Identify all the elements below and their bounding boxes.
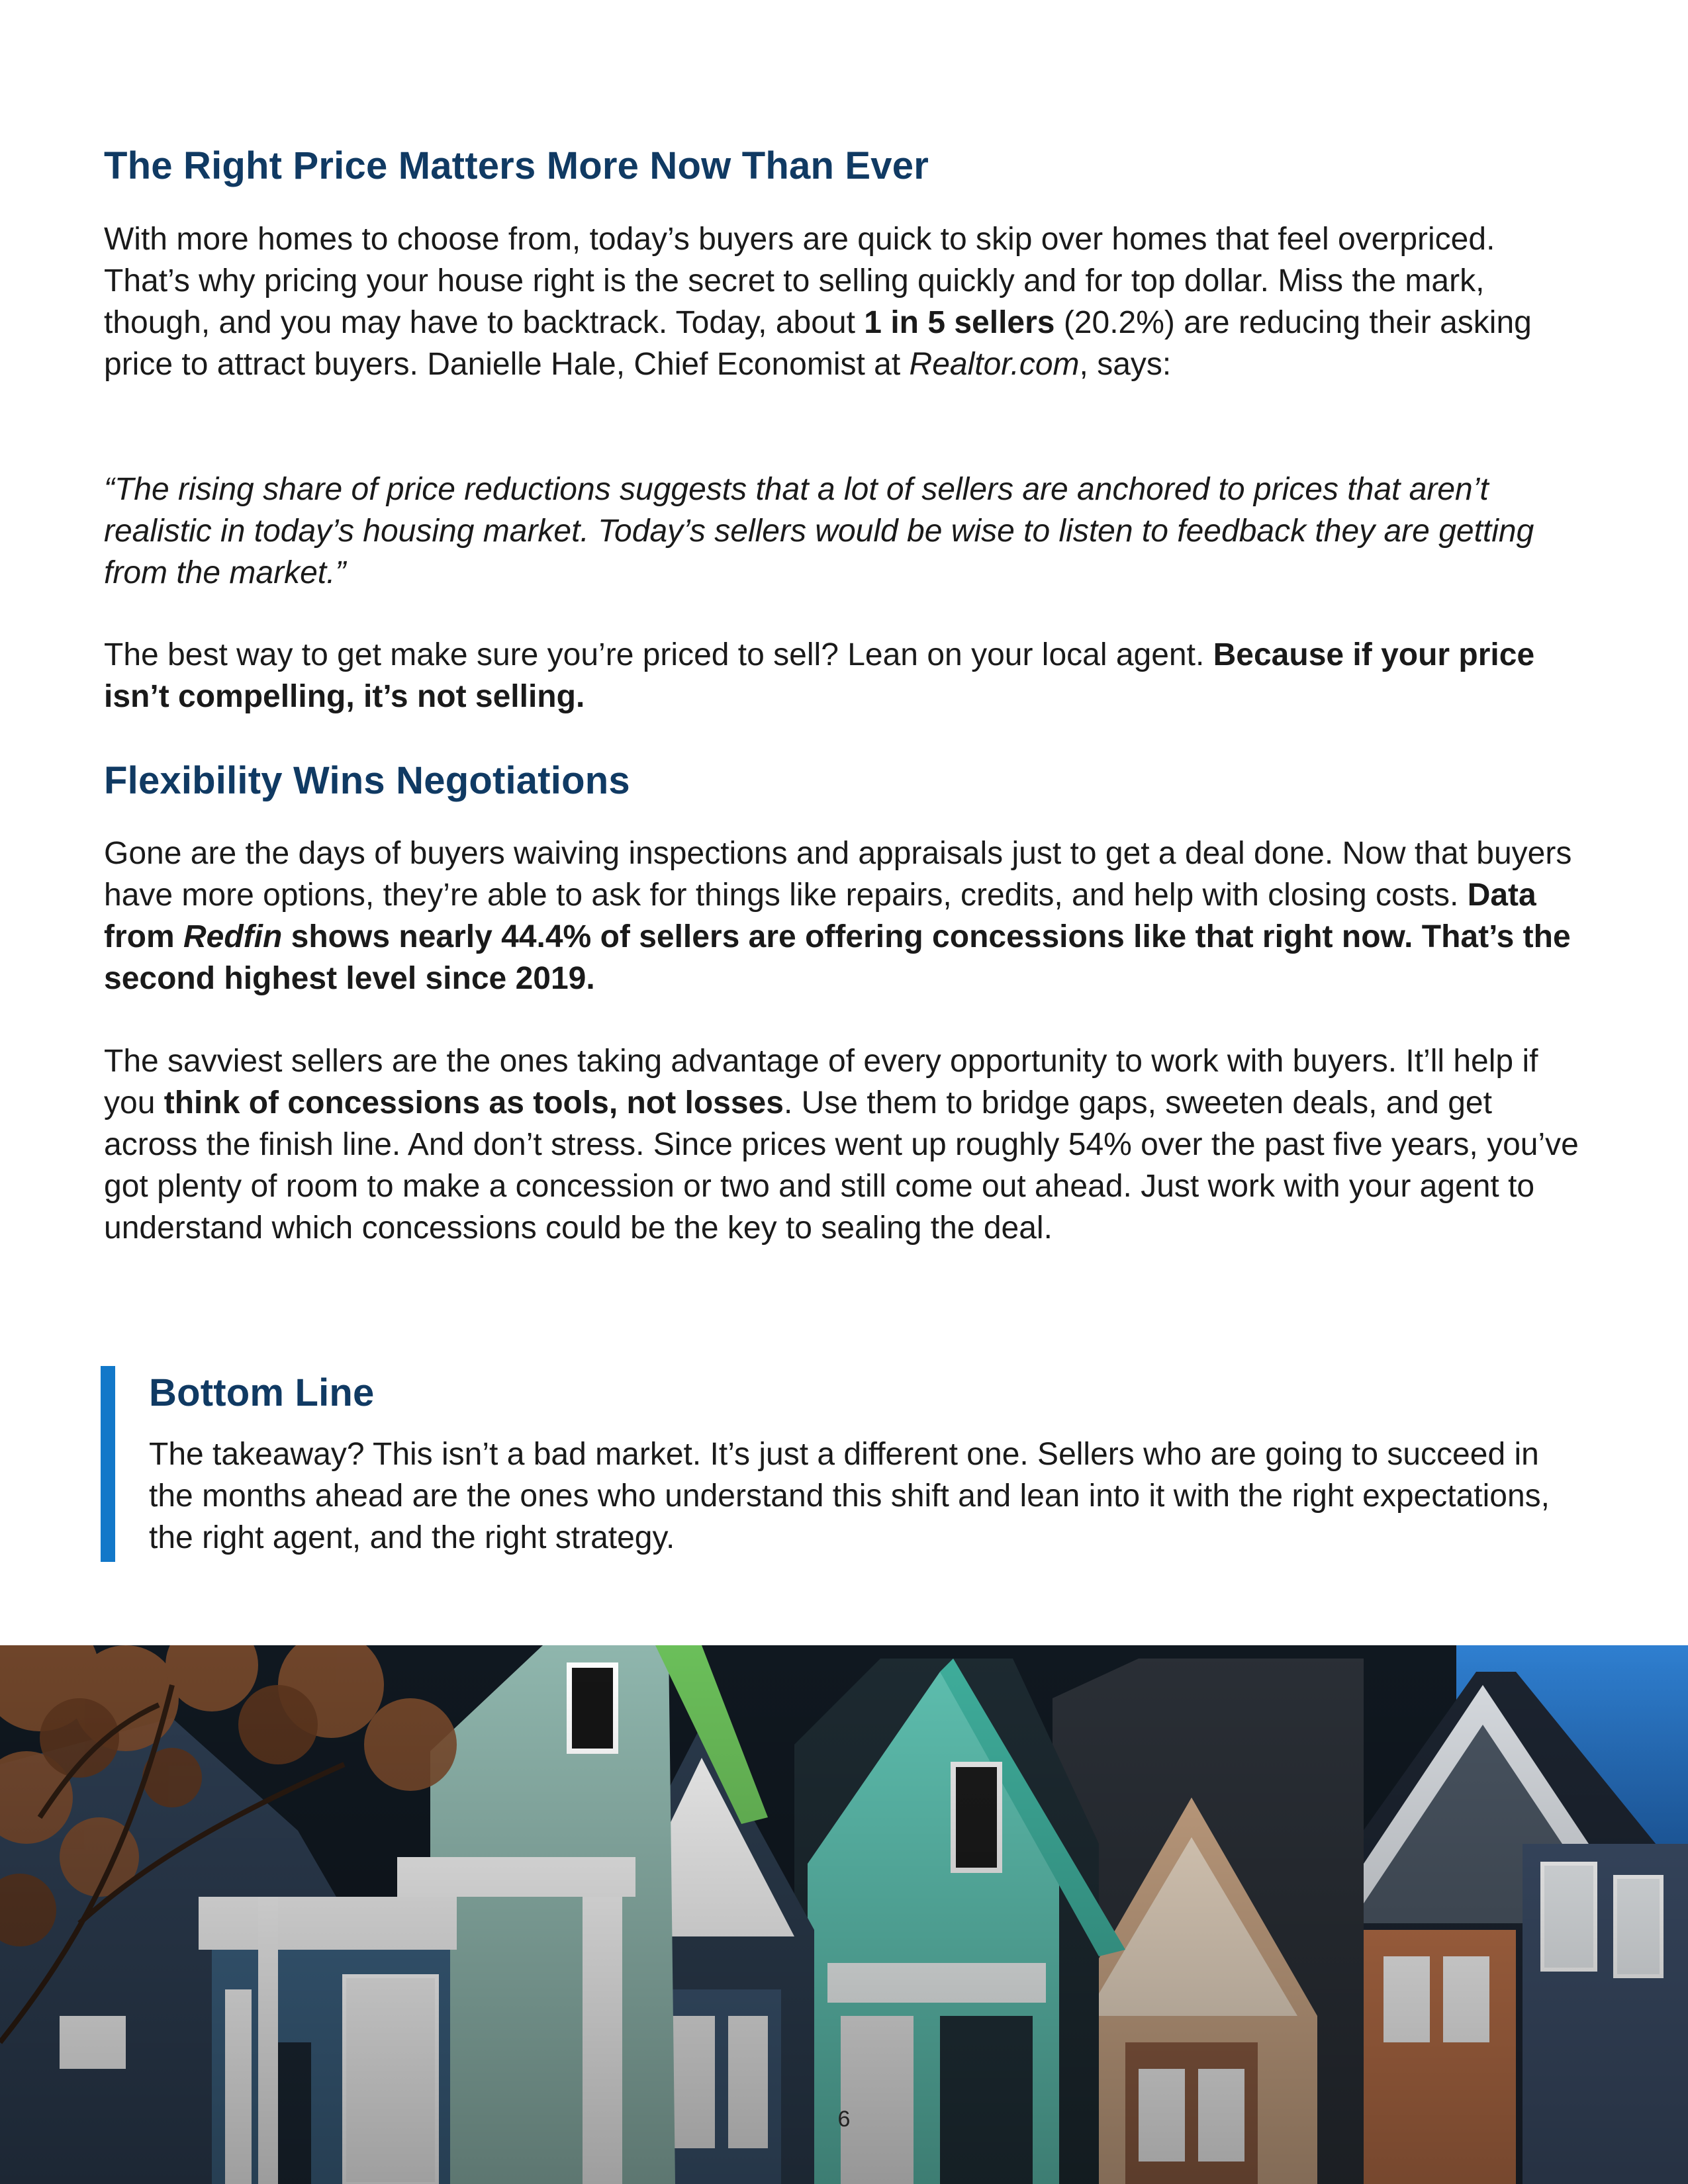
economist-quote: “The rising share of price reductions suggests that a lot of sellers are anchored to prices that aren’t realistic in today’s housing market. Today’s sellers would be wise to listen to feedback they are getting from the market.” (104, 472, 1534, 590)
redfin-source: Redfin (183, 919, 283, 954)
agent-paragraph: The best way to get make sure you’re priced to sell? Lean on your local agent. Because if your price isn’t compelling, it’s not selling. (104, 637, 1535, 714)
bottom-line-heading: Bottom Line (149, 1371, 375, 1414)
section-heading-flexibility: Flexibility Wins Negotiations (104, 759, 630, 802)
pricing-paragraph: With more homes to choose from, today’s buyers are quick to skip over homes that feel overpriced. That’s why pricing your house right is the secret to selling quickly and for top dollar. Miss the mark, though, and you may have to backtrack. Today, about 1 in 5 sellers (20.2%) are reducing their asking price to attract buyers. Danielle Hale, Chief Economist at Realtor.com, says: (104, 222, 1532, 382)
bottom-line-accent-bar (101, 1366, 115, 1562)
page-number: 6 (837, 2107, 851, 2132)
sellers-stat: 1 in 5 sellers (864, 305, 1055, 340)
houses-photo (0, 1645, 1688, 2184)
savviest-sellers-paragraph: The savviest sellers are the ones taking advantage of every opportunity to work with buyers. It’ll help if you think of concessions as tools, not losses. Use them to bridge gaps, sweeten deals, and get across the finish line. And don’t stress. Since prices went up roughly 54% over the past five years, you’ve got plenty of room to make a concession or two and still come out ahead. Just work with your agent to understand which concessions could be the key to sealing the deal. (104, 1044, 1579, 1246)
realtor-com-source: Realtor.com (909, 347, 1080, 382)
bottom-line-callout (149, 1370, 1572, 1559)
concessions-paragraph: Gone are the days of buyers waiving inspections and appraisals just to get a deal done. Now that buyers have more options, they’re able to ask for things like repairs, credits, and help with closing costs. Data from Redfin shows nearly 44.4% of sellers are offering concessions like that right now. That’s the second highest level since 2019. (104, 836, 1572, 996)
section-heading-pricing: The Right Price Matters More Now Than Ever (104, 144, 929, 187)
bottom-line-text: The takeaway? This isn’t a bad market. It’s just a different one. Sellers who are going to succeed in the months ahead are the ones who understand this shift and lean into it with the right expectations, the right agent, and the right strategy. (149, 1437, 1550, 1555)
victorian-houses-illustration (0, 1645, 1688, 2184)
